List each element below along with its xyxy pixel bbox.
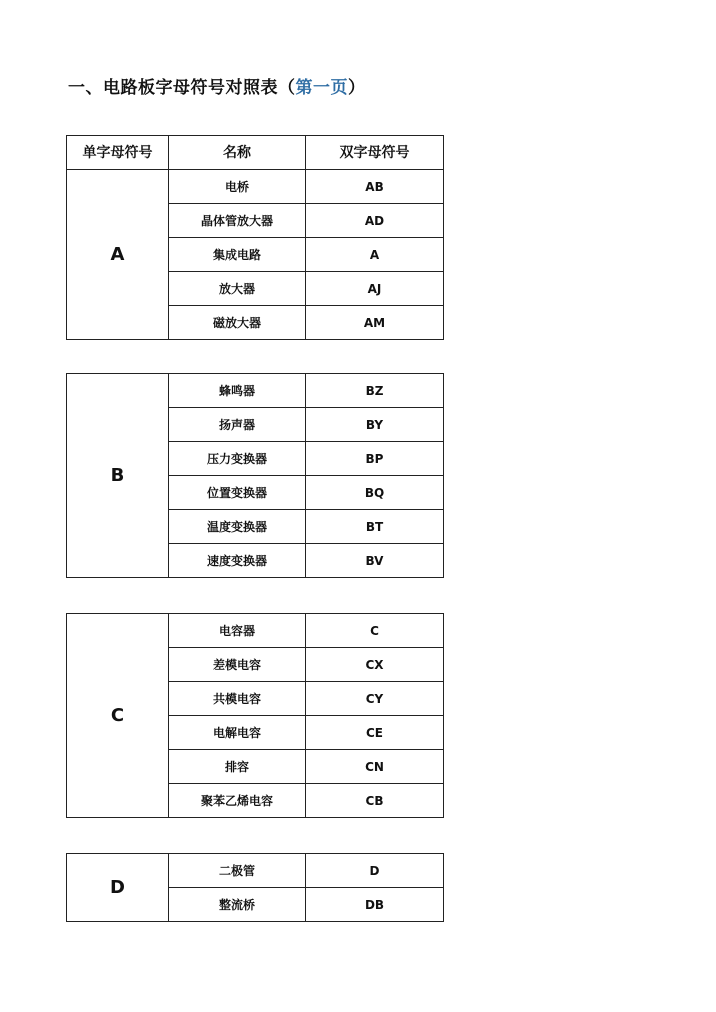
page-title <box>68 76 366 100</box>
component-code: BY <box>306 408 444 442</box>
component-name: 压力变换器 <box>169 442 306 476</box>
component-name: 共模电容 <box>169 682 306 716</box>
component-code: CE <box>306 716 444 750</box>
component-code: CY <box>306 682 444 716</box>
component-code: BP <box>306 442 444 476</box>
component-code: AB <box>306 170 444 204</box>
table-header-row <box>67 136 444 170</box>
component-code: CB <box>306 784 444 818</box>
component-code: CX <box>306 648 444 682</box>
header-double-letter: 双字母符号 <box>306 136 444 170</box>
component-code: CN <box>306 750 444 784</box>
component-code: AM <box>306 306 444 340</box>
component-code: DB <box>306 888 444 922</box>
component-name: 二极管 <box>169 854 306 888</box>
symbol-table-d <box>66 853 444 922</box>
component-code: BV <box>306 544 444 578</box>
table-row <box>67 374 444 408</box>
component-code: A <box>306 238 444 272</box>
component-code: AD <box>306 204 444 238</box>
component-code: BZ <box>306 374 444 408</box>
group-letter: D <box>67 854 169 922</box>
component-code: BT <box>306 510 444 544</box>
table-row <box>67 614 444 648</box>
component-name: 晶体管放大器 <box>169 204 306 238</box>
component-name: 排容 <box>169 750 306 784</box>
component-name: 聚苯乙烯电容 <box>169 784 306 818</box>
component-name: 差模电容 <box>169 648 306 682</box>
header-name: 名称 <box>169 136 306 170</box>
component-name: 电解电容 <box>169 716 306 750</box>
group-letter: C <box>67 614 169 818</box>
symbol-table-c <box>66 613 444 818</box>
component-name: 整流桥 <box>169 888 306 922</box>
component-code: D <box>306 854 444 888</box>
component-code: AJ <box>306 272 444 306</box>
component-name: 磁放大器 <box>169 306 306 340</box>
group-letter: B <box>67 374 169 578</box>
table-row <box>67 854 444 888</box>
component-code: BQ <box>306 476 444 510</box>
component-name: 扬声器 <box>169 408 306 442</box>
component-name: 放大器 <box>169 272 306 306</box>
component-name: 集成电路 <box>169 238 306 272</box>
header-single-letter: 单字母符号 <box>67 136 169 170</box>
page-title-main: 一、电路板字母符号对照表（ <box>68 78 296 98</box>
component-code: C <box>306 614 444 648</box>
component-name: 电桥 <box>169 170 306 204</box>
group-letter: A <box>67 170 169 340</box>
page-title-highlight: 第一页 <box>295 78 348 98</box>
table-row <box>67 170 444 204</box>
component-name: 电容器 <box>169 614 306 648</box>
page-title-end: ） <box>348 78 366 98</box>
component-name: 速度变换器 <box>169 544 306 578</box>
component-name: 位置变换器 <box>169 476 306 510</box>
symbol-table-a <box>66 135 444 340</box>
symbol-table-b <box>66 373 444 578</box>
component-name: 温度变换器 <box>169 510 306 544</box>
component-name: 蜂鸣器 <box>169 374 306 408</box>
